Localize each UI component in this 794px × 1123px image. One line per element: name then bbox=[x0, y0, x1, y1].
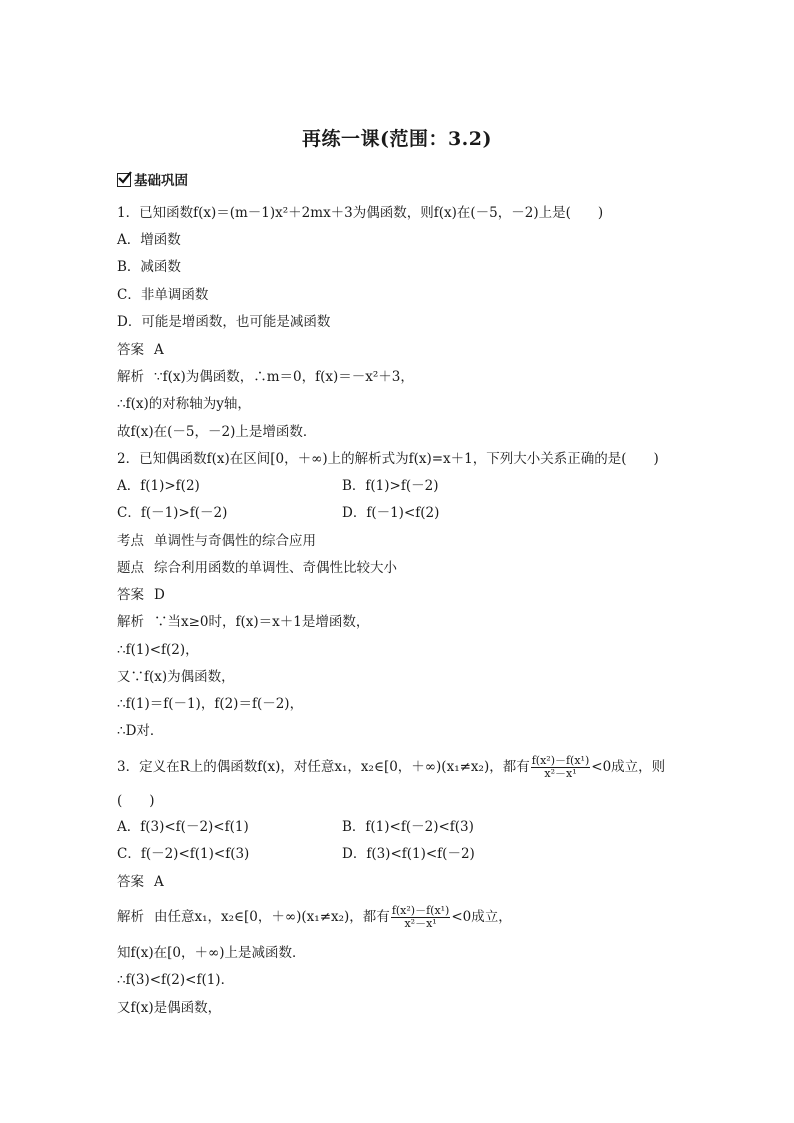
q3-answer bbox=[117, 873, 164, 891]
q3-analysis-3: ∴f(3)<f(2)<f(1)． bbox=[117, 972, 235, 988]
q3-option-b: B．f(1)<f(－2)<f(3) bbox=[342, 819, 474, 835]
tidian-label: 题点 bbox=[117, 560, 144, 576]
analysis-text: ∵f(x)为偶函数，∴m＝0，f(x)＝－x²＋3， bbox=[154, 369, 414, 385]
q1-analysis-1 bbox=[117, 368, 414, 386]
q2-options-row1 bbox=[117, 477, 439, 495]
analysis-text: ∵当x≥0时，f(x)＝x＋1是增函数， bbox=[154, 614, 370, 630]
section-label: 基础巩固 bbox=[134, 173, 188, 189]
q2-analysis-1 bbox=[117, 613, 369, 631]
q3-analysis-4: 又f(x)是偶函数， bbox=[117, 1000, 222, 1016]
q2-analysis-2: ∴f(1)<f(2)， bbox=[117, 642, 199, 658]
analysis-label: 解析 bbox=[117, 909, 144, 925]
q1-analysis-2: ∴f(x)的对称轴为y轴， bbox=[117, 396, 251, 412]
q2-tidian bbox=[117, 559, 397, 577]
q2-analysis-4: ∴f(1)＝f(－1)，f(2)＝f(－2)， bbox=[117, 696, 304, 712]
q3-option-c: C．f(－2)<f(1)<f(3) bbox=[117, 846, 250, 862]
answer-value: D bbox=[154, 587, 165, 603]
q2-analysis-5: ∴D对． bbox=[117, 723, 164, 739]
analysis-label: 解析 bbox=[117, 369, 144, 385]
q3-analysis-after: <0成立， bbox=[451, 909, 512, 925]
q1-option-b: B．减函数 bbox=[117, 259, 181, 275]
checkbox-icon bbox=[117, 173, 131, 187]
fraction-denominator: x²－x¹ bbox=[544, 767, 577, 780]
q3-options-row2 bbox=[117, 845, 475, 863]
page-title: 再练一课(范围：3.2) bbox=[301, 128, 493, 150]
q1-option-c: C．非单调函数 bbox=[117, 287, 209, 303]
q3-analysis-fraction bbox=[391, 905, 451, 930]
q3-stem-after: <0成立，则 bbox=[591, 759, 666, 775]
q1-option-a: A．增函数 bbox=[117, 232, 181, 248]
q1-stem: 1．已知函数f(x)＝(m－1)x²＋2mx＋3为偶函数，则f(x)在(－5，－2)上是( ) bbox=[117, 205, 604, 221]
section-heading bbox=[117, 172, 188, 190]
q1-answer bbox=[117, 341, 164, 359]
kaodian-text: 单调性与奇偶性的综合应用 bbox=[154, 533, 316, 549]
q2-options-row2 bbox=[117, 504, 440, 522]
q3-option-a: A．f(3)<f(－2)<f(1) bbox=[117, 819, 249, 835]
answer-value: A bbox=[154, 874, 164, 890]
q2-stem: 2．已知偶函数f(x)在区间[0，＋∞)上的解析式为f(x)=x＋1，下列大小关系正确的是( ) bbox=[117, 451, 659, 467]
fraction-numerator: f(x²)－f(x¹) bbox=[531, 754, 590, 767]
q3-stem bbox=[117, 755, 665, 780]
q2-option-a: A．f(1)>f(2) bbox=[117, 478, 200, 494]
fraction-numerator: f(x²)－f(x¹) bbox=[391, 904, 450, 917]
answer-label: 答案 bbox=[117, 587, 144, 603]
answer-value: A bbox=[154, 342, 164, 358]
answer-label: 答案 bbox=[117, 874, 144, 890]
q3-analysis-before: 由任意x₁，x₂∈[0，＋∞)(x₁≠x₂)，都有 bbox=[154, 909, 390, 925]
answer-label: 答案 bbox=[117, 342, 144, 358]
q2-analysis-3: 又∵f(x)为偶函数， bbox=[117, 669, 235, 685]
analysis-label: 解析 bbox=[117, 614, 144, 630]
q1-analysis-3: 故f(x)在(－5，－2)上是增函数． bbox=[117, 424, 317, 440]
q2-option-b: B．f(1)>f(－2) bbox=[342, 478, 439, 494]
q1-option-d: D．可能是增函数，也可能是减函数 bbox=[117, 314, 331, 330]
q3-options-row1 bbox=[117, 818, 474, 836]
q3-stem-before: 3．定义在R上的偶函数f(x)，对任意x₁，x₂∈[0，＋∞)(x₁≠x₂)，都有 bbox=[117, 759, 530, 775]
q2-option-d: D．f(－1)<f(2) bbox=[342, 505, 440, 521]
q3-fraction bbox=[531, 755, 591, 780]
q3-option-d: D．f(3)<f(1)<f(－2) bbox=[342, 846, 475, 862]
q3-stem-paren: ( ) bbox=[117, 793, 155, 809]
q2-option-c: C．f(－1)>f(－2) bbox=[117, 505, 228, 521]
q3-analysis-2: 知f(x)在[0，＋∞)上是减函数． bbox=[117, 945, 306, 961]
kaodian-label: 考点 bbox=[117, 533, 144, 549]
fraction-denominator: x²－x¹ bbox=[404, 917, 437, 930]
tidian-text: 综合利用函数的单调性、奇偶性比较大小 bbox=[154, 560, 397, 576]
q3-analysis-1 bbox=[117, 905, 512, 930]
q2-kaodian bbox=[117, 532, 316, 550]
q2-answer bbox=[117, 586, 165, 604]
